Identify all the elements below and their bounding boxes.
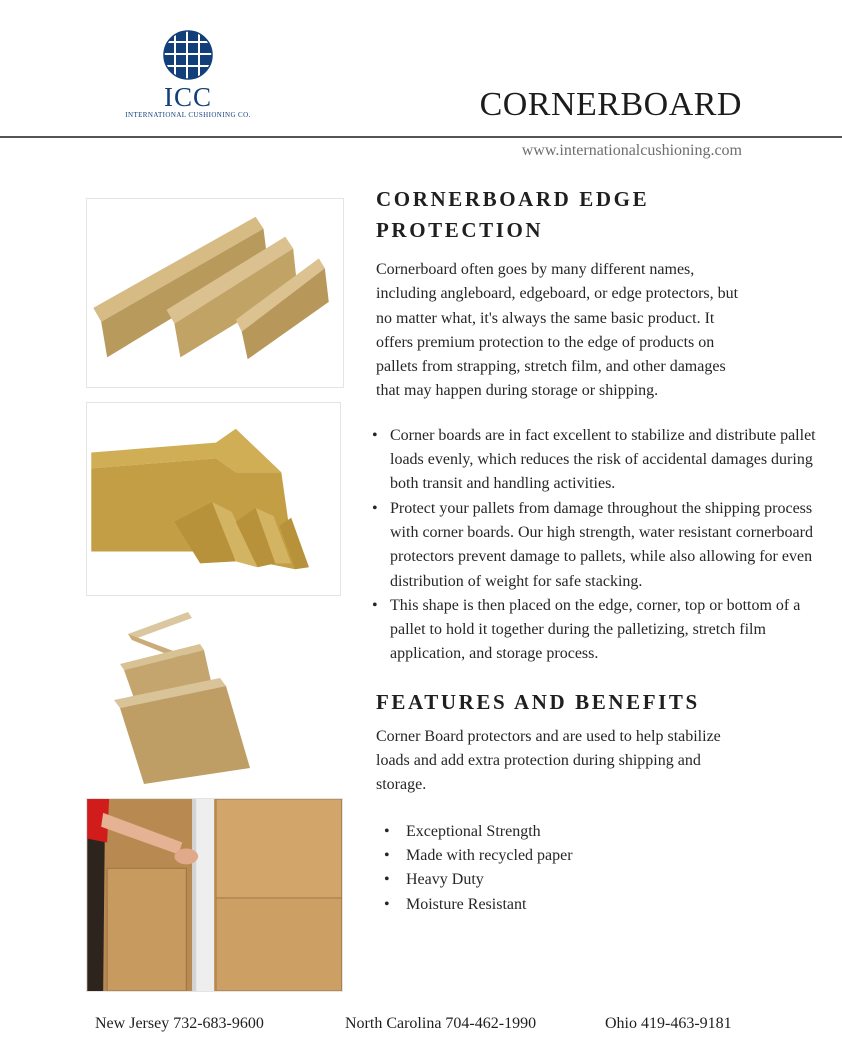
features-paragraph: Corner Board protectors and are used to help stabilize loads and add extra protection during shipping and storage. — [376, 727, 721, 794]
header-divider — [0, 136, 842, 138]
main-content — [376, 184, 816, 917]
cornerboard-photo-3 — [100, 608, 266, 784]
list-item: • Exceptional Strength — [376, 820, 816, 844]
footer-phone-north-carolina: North Carolina 704-462-1990 — [345, 1015, 537, 1032]
cornerboard-in-use-photo — [86, 798, 343, 992]
list-item: • This shape is then placed on the edge, corner, top or bottom of a pallet to hold it together during the palletizing, stretch film application, and storage process. — [376, 594, 816, 667]
website-url[interactable]: www.internationalcushioning.com — [521, 142, 742, 159]
cornerboard-photo-2 — [86, 402, 341, 596]
list-item: • Corner boards are in fact excellent to stabilize and distribute pallet loads evenly, which reduces the risk of accidental damages during both transit and handling activities. — [376, 424, 816, 497]
page-title: CORNERBOARD — [479, 86, 742, 123]
list-item: • Heavy Duty — [376, 868, 816, 892]
footer-phone-new-jersey: New Jersey 732-683-9600 — [95, 1015, 264, 1032]
benefits-bullet-list — [376, 424, 816, 667]
globe-icon — [163, 30, 213, 80]
logo-company-name: INTERNATIONAL CUSHIONING CO. — [125, 111, 251, 119]
intro-paragraph: Cornerboard often goes by many different names, including angleboard, edgeboard, or edge protectors, but no matter what, it's always the same basic product. It offers premium protection to the edge of products on pallets from strapping, stretch film, and other damages that may happen during storage or shipping. — [376, 261, 739, 400]
company-logo — [108, 30, 268, 120]
footer-phone-ohio: Ohio 419-463-9181 — [605, 1015, 732, 1032]
cornerboard-photo-1 — [86, 198, 344, 388]
features-list — [376, 820, 816, 917]
section-heading-edge-protection: CORNERBOARD EDGE PROTECTION — [376, 187, 650, 242]
section-heading-features: FEATURES AND BENEFITS — [376, 689, 700, 714]
list-item: • Made with recycled paper — [376, 844, 816, 868]
logo-abbreviation: ICC — [163, 82, 212, 112]
list-item: • Moisture Resistant — [376, 893, 816, 917]
list-item: • Protect your pallets from damage throughout the shipping process with corner boards. Our high strength, water resistant cornerboard protectors prevent damage to pallets, while also allowing for even distribution of weight for safe stacking. — [376, 497, 816, 594]
